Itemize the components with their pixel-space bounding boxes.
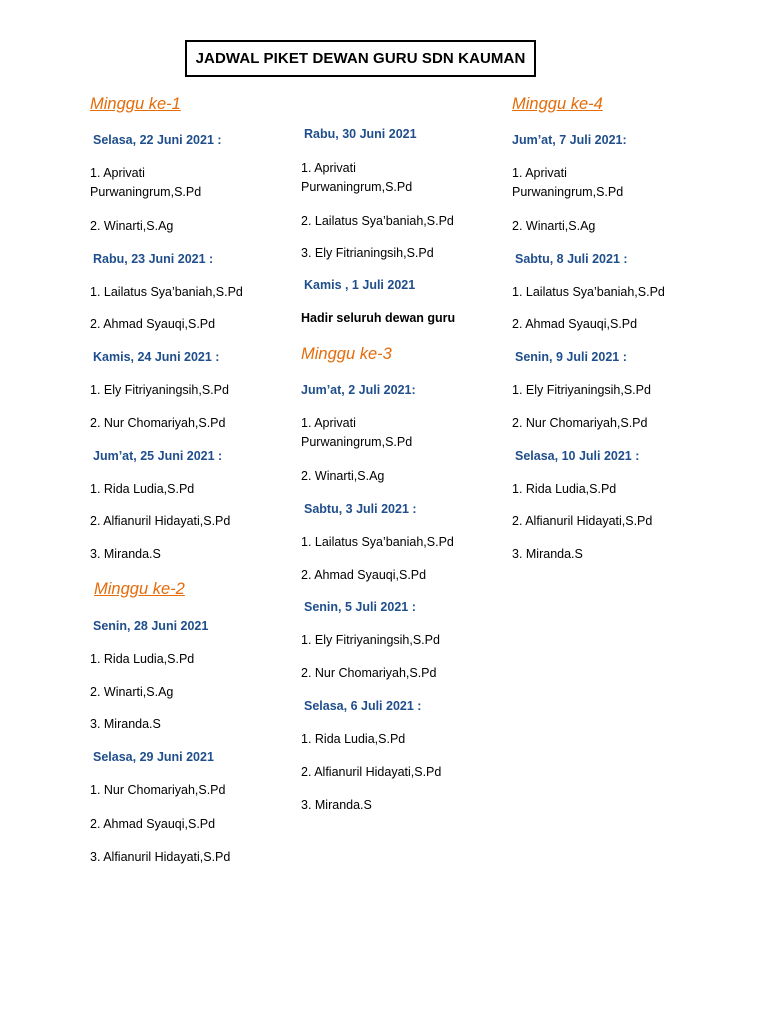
date-heading: Sabtu, 8 Juli 2021 : bbox=[515, 252, 628, 266]
list-item: 1. Lailatus Sya’baniah,S.Pd bbox=[301, 535, 454, 549]
date-heading: Rabu, 30 Juni 2021 bbox=[304, 127, 417, 141]
list-item: 3. Miranda.S bbox=[512, 547, 583, 561]
list-item: 3. Ely Fitrianingsih,S.Pd bbox=[301, 246, 434, 260]
list-item: 2. Winarti,S.Ag bbox=[90, 219, 174, 233]
list-item: 1. Ely Fitriyaningsih,S.Pd bbox=[90, 383, 229, 397]
date-heading: Selasa, 6 Juli 2021 : bbox=[304, 699, 422, 713]
list-item: 2. Winarti,S.Ag bbox=[90, 685, 174, 699]
list-item: 1. Ely Fitriyaningsih,S.Pd bbox=[301, 633, 440, 647]
list-item: 1. Aprivati Purwaningrum,S.Pd bbox=[301, 161, 413, 194]
list-item: 2. Winarti,S.Ag bbox=[512, 219, 596, 233]
list-item: 2. Winarti,S.Ag bbox=[301, 469, 385, 483]
list-item: 1. Aprivati Purwaningrum,S.Pd bbox=[90, 166, 202, 199]
date-heading: Senin, 5 Juli 2021 : bbox=[304, 600, 416, 614]
date-heading: Rabu, 23 Juni 2021 : bbox=[93, 252, 214, 266]
date-heading: Jum’at, 2 Juli 2021: bbox=[301, 383, 416, 397]
list-item: 2. Ahmad Syauqi,S.Pd bbox=[512, 317, 638, 331]
list-item: 2. Alfianuril Hidayati,S.Pd bbox=[301, 765, 442, 779]
list-item: 2. Alfianuril Hidayati,S.Pd bbox=[512, 514, 653, 528]
date-heading: Jum’at, 7 Juli 2021: bbox=[512, 133, 627, 147]
date-heading: Kamis, 24 Juni 2021 : bbox=[93, 350, 220, 364]
list-item: 2. Nur Chomariyah,S.Pd bbox=[512, 416, 648, 430]
date-heading: Kamis , 1 Juli 2021 bbox=[304, 278, 416, 292]
list-item: 1. Nur Chomariyah,S.Pd bbox=[90, 783, 226, 797]
list-item: 2. Ahmad Syauqi,S.Pd bbox=[90, 317, 216, 331]
week-3-heading: Minggu ke-3 bbox=[301, 345, 392, 363]
page-title: JADWAL PIKET DEWAN GURU SDN KAUMAN bbox=[185, 40, 536, 77]
list-item: 1. Lailatus Sya’baniah,S.Pd bbox=[512, 285, 665, 299]
list-item: 1. Rida Ludia,S.Pd bbox=[301, 732, 406, 746]
week-1-heading: Minggu ke-1 bbox=[90, 95, 181, 113]
list-item: 1. Rida Ludia,S.Pd bbox=[90, 652, 195, 666]
list-item: 2. Lailatus Sya’baniah,S.Pd bbox=[301, 214, 454, 228]
date-heading: Senin, 28 Juni 2021 bbox=[93, 619, 209, 633]
list-item: 2. Ahmad Syauqi,S.Pd bbox=[301, 568, 427, 582]
date-heading: Sabtu, 3 Juli 2021 : bbox=[304, 502, 417, 516]
list-item: 2. Ahmad Syauqi,S.Pd bbox=[90, 817, 216, 831]
list-item: 1. Rida Ludia,S.Pd bbox=[512, 482, 617, 496]
date-heading: Selasa, 29 Juni 2021 bbox=[93, 750, 214, 764]
week-4-heading: Minggu ke-4 bbox=[512, 95, 603, 113]
list-item: 2. Nur Chomariyah,S.Pd bbox=[90, 416, 226, 430]
date-heading: Senin, 9 Juli 2021 : bbox=[515, 350, 627, 364]
week-2-heading: Minggu ke-2 bbox=[94, 580, 185, 598]
list-item: 3. Alfianuril Hidayati,S.Pd bbox=[90, 850, 231, 864]
date-heading: Selasa, 10 Juli 2021 : bbox=[515, 449, 640, 463]
list-item: 2. Nur Chomariyah,S.Pd bbox=[301, 666, 437, 680]
list-item: 1. Ely Fitriyaningsih,S.Pd bbox=[512, 383, 651, 397]
list-item: 3. Miranda.S bbox=[90, 547, 161, 561]
list-item: 3. Miranda.S bbox=[90, 717, 161, 731]
list-item: 1. Aprivati Purwaningrum,S.Pd bbox=[301, 416, 413, 449]
list-item: 1. Lailatus Sya’baniah,S.Pd bbox=[90, 285, 243, 299]
note-text: Hadir seluruh dewan guru bbox=[301, 311, 456, 325]
date-heading: Jum’at, 25 Juni 2021 : bbox=[93, 449, 223, 463]
list-item: 1. Rida Ludia,S.Pd bbox=[90, 482, 195, 496]
list-item: 1. Aprivati Purwaningrum,S.Pd bbox=[512, 166, 624, 199]
date-heading: Selasa, 22 Juni 2021 : bbox=[93, 133, 222, 147]
list-item: 2. Alfianuril Hidayati,S.Pd bbox=[90, 514, 231, 528]
list-item: 3. Miranda.S bbox=[301, 798, 372, 812]
